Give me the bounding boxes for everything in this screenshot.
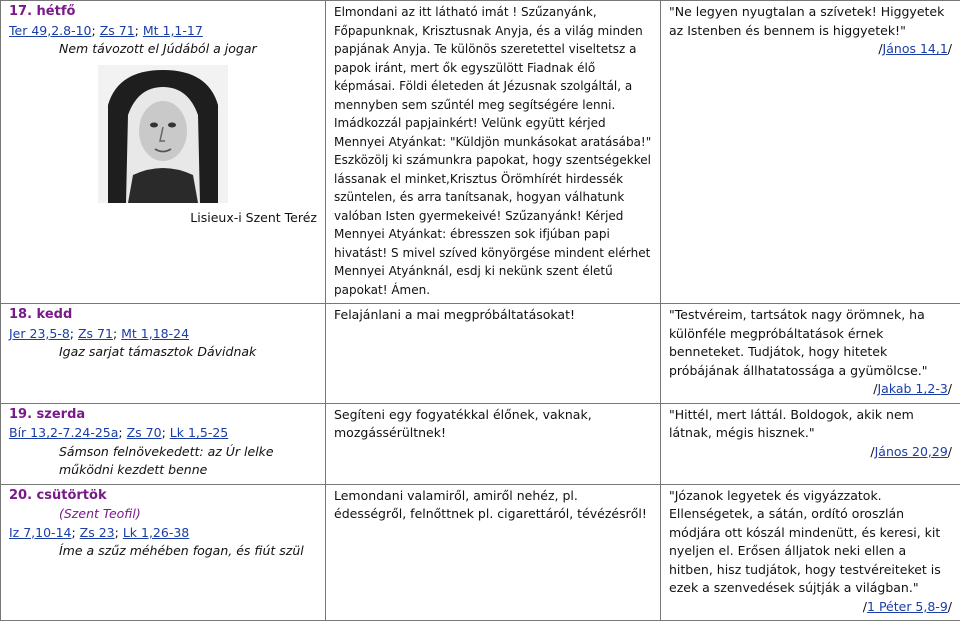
quote-text: "Ne legyen nyugtalan a szívetek! Higgyetek az Istenben és bennem is higgyetek!" [669, 3, 952, 40]
ref-link[interactable]: Lk 1,26-38 [123, 525, 189, 540]
ref-link[interactable]: Bír 13,2-7.24-25a [9, 425, 118, 440]
quote-ref: /János 20,29/ [669, 443, 952, 462]
day-theme: Nem távozott el Júdából a jogar [9, 40, 317, 59]
day-cell [1, 1, 326, 304]
task-text: Lemondani valamiről, amiről nehéz, pl. édességről, felnőttnek pl. cigarettáról, tévézésről! [334, 487, 652, 524]
task-cell [326, 304, 661, 404]
quote-cell [661, 484, 960, 621]
quote-ref: /János 14,1/ [669, 40, 952, 59]
day-row [1, 403, 960, 484]
quote-text: "Józanok legyetek és vigyázzatok. Ellenségetek, a sátán, ordító oroszlán módjára ott kószál mindenütt, és keresi, kit nyeljen el. Erősen álljatok neki ellen a hitben, hisz tudjátok, hogy testvéreiteket is ezek a szenvedések sújtják a világban." [669, 487, 952, 598]
quote-cell [661, 304, 960, 404]
ref-link[interactable]: Jer 23,5-8 [9, 326, 70, 341]
ref-link[interactable]: Lk 1,5-25 [170, 425, 228, 440]
portrait-image [98, 65, 228, 203]
day-title: 17. hétfő [9, 3, 317, 22]
prayer-text: Elmondani az itt látható imát ! Szűzanyánk, Főpapunknak, Krisztusnak Anyja, és a világ minden papjának Anyja. Te különös szeretettel viseltetsz a papok iránt, mert ők egyszülött Fiadnak élő képmásai. Földi életeden át Jézusnak szolgáltál, a mennyben sem szűntél meg segítségére lenni. Imádkozzál papjainkért! Velünk együtt kérjed Mennyei Atyánkat: "Küldjön munkásokat aratásába!" Eszközölj ki számunkra papokat, hogy szentségekkel lássanak el minket,Krisztus Örömhírét hirdessék szüntelen, és arra tanítsanak, hogyan válhatunk valóban Isten gyermekeivé! Szűzanyánk! Kérjed Mennyei Atyánkat: ébresszen sok ifjúban papi hivatást! S mivel szíved könyörgése mindent elérhet Mennyei Atyánknál, esdj ki nekünk szent életű papokat! Ámen. [334, 3, 652, 299]
day-cell [1, 304, 326, 404]
quote-text: "Testvéreim, tartsátok nagy örömnek, ha különféle megpróbáltatások érnek benneteket. Tudjátok, hogy hitetek próbájának állhatatossága a gyümölcse." [669, 306, 952, 380]
saint-photo [9, 65, 317, 203]
ref-link[interactable]: Ter 49,2.8-10 [9, 23, 92, 38]
day-title: 19. szerda [9, 406, 317, 425]
quote-ref: /1 Péter 5,8-9/ [669, 598, 952, 617]
quote-ref-link[interactable]: 1 Péter 5,8-9 [867, 599, 948, 614]
ref-link[interactable]: Mt 1,1-17 [143, 23, 203, 38]
task-text: Felajánlani a mai megpróbáltatásokat! [334, 306, 652, 325]
day-row [1, 484, 960, 621]
scripture-refs: Jer 23,5-8; Zs 71; Mt 1,18-24 [9, 325, 317, 344]
day-row [1, 1, 960, 304]
day-title: 18. kedd [9, 306, 317, 325]
quote-cell [661, 1, 960, 304]
day-title: 20. csütörtök [9, 487, 317, 506]
day-cell [1, 484, 326, 621]
quote-ref-link[interactable]: Jakab 1,2-3 [878, 381, 948, 396]
task-text: Segíteni egy fogyatékkal élőnek, vaknak, mozgássérültnek! [334, 406, 652, 443]
task-cell [326, 403, 661, 484]
scripture-refs: Iz 7,10-14; Zs 23; Lk 1,26-38 [9, 524, 317, 543]
ref-link[interactable]: Zs 23 [80, 525, 115, 540]
day-theme: Igaz sarjat támasztok Dávidnak [9, 343, 317, 362]
ref-link[interactable]: Mt 1,18-24 [121, 326, 189, 341]
day-theme: Sámson felnövekedett: az Úr lelke működni kezdett benne [9, 443, 317, 480]
ref-link[interactable]: Zs 70 [127, 425, 162, 440]
saint-name: (Szent Teofil) [9, 505, 317, 524]
quote-ref: /Jakab 1,2-3/ [669, 380, 952, 399]
ref-link[interactable]: Zs 71 [78, 326, 113, 341]
prayer-cell [326, 1, 661, 304]
quote-text: "Hittél, mert láttál. Boldogok, akik nem látnak, mégis hisznek." [669, 406, 952, 443]
scripture-refs: Ter 49,2.8-10; Zs 71; Mt 1,1-17 [9, 22, 317, 41]
quote-cell [661, 403, 960, 484]
ref-link[interactable]: Zs 71 [100, 23, 135, 38]
quote-ref-link[interactable]: János 20,29 [875, 444, 948, 459]
scripture-refs: Bír 13,2-7.24-25a; Zs 70; Lk 1,5-25 [9, 424, 317, 443]
day-row [1, 304, 960, 404]
task-cell [326, 484, 661, 621]
photo-caption: Lisieux-i Szent Teréz [9, 209, 317, 228]
ref-link[interactable]: Iz 7,10-14 [9, 525, 71, 540]
day-cell [1, 403, 326, 484]
day-theme: Íme a szűz méhében fogan, és fiút szül [9, 542, 317, 561]
quote-ref-link[interactable]: János 14,1 [883, 41, 948, 56]
